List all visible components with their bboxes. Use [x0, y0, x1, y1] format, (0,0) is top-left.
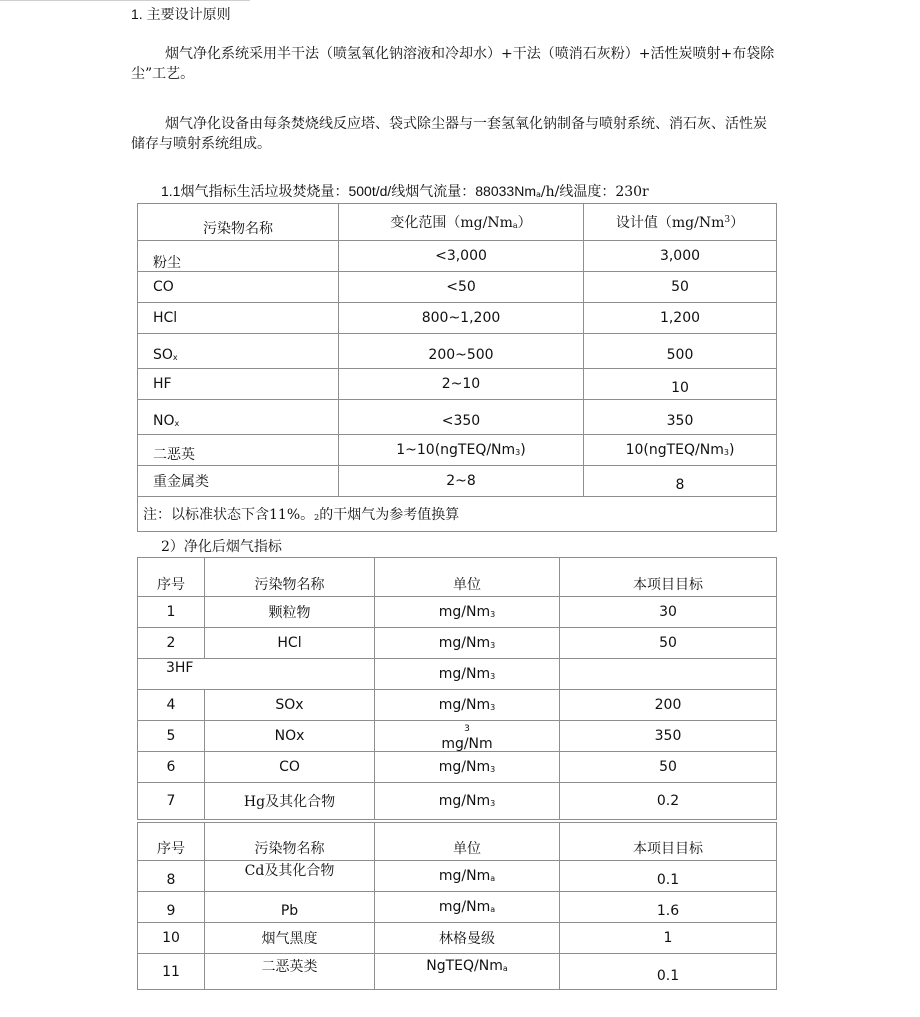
row-no: 6 — [138, 752, 205, 783]
table-row — [138, 721, 777, 752]
row-no: 11 — [138, 954, 205, 990]
pollutant-name: HCl — [138, 303, 339, 334]
header-pollutant-name: 污染物名称 — [138, 204, 339, 241]
table-row — [138, 954, 777, 990]
unit: mg/Nm3 — [375, 659, 560, 690]
table-header-row — [138, 823, 777, 861]
table1-caption: 1.1烟气指标生活垃圾焚烧量：500t/d/线烟气流量：88033Nma/h/线温度：230r — [161, 183, 649, 200]
unit: mg/Nma — [375, 861, 560, 892]
pollutant-name: 二恶英类 — [205, 954, 375, 990]
table-row — [138, 597, 777, 628]
row-no: 3HF — [138, 659, 375, 690]
table-row — [138, 690, 777, 721]
pollutant-name: SOx — [205, 690, 375, 721]
header-target: 本项目目标 — [560, 558, 777, 597]
row-no: 10 — [138, 923, 205, 954]
table-header-row — [138, 558, 777, 597]
target-value: 1.6 — [560, 892, 777, 923]
design-value: 3,000 — [584, 241, 777, 272]
unit: mg/Nma — [375, 892, 560, 923]
unit: mg/Nm3 — [375, 752, 560, 783]
pollutant-name: Cd及其化合物 — [205, 861, 375, 892]
unit: mg/Nm3 — [375, 690, 560, 721]
row-no: 4 — [138, 690, 205, 721]
range-value: 800~1,200 — [339, 303, 584, 334]
target-value: 1 — [560, 923, 777, 954]
table-row — [138, 435, 777, 466]
unit: mg/Nm3 — [375, 783, 560, 820]
target-value: 30 — [560, 597, 777, 628]
row-no: 9 — [138, 892, 205, 923]
pollutant-name: NOx — [205, 721, 375, 752]
table-row — [138, 752, 777, 783]
table-row — [138, 369, 777, 400]
table-note-row — [138, 497, 777, 532]
target-value: 0.1 — [560, 954, 777, 990]
table-row — [138, 628, 777, 659]
pollutant-name: 二恶英 — [138, 435, 339, 466]
design-value: 10 — [584, 369, 777, 400]
header-unit: 单位 — [375, 558, 560, 597]
flue-gas-index-table — [137, 203, 777, 532]
target-value: 0.1 — [560, 861, 777, 892]
header-unit: 单位 — [375, 823, 560, 861]
pollutant-name: 重金属类 — [138, 466, 339, 497]
header-design-value: 设计值（mg/Nm$^3$） — [584, 204, 777, 241]
design-value: 1,200 — [584, 303, 777, 334]
range-value: 200~500 — [339, 334, 584, 369]
pollutant-name: Hg及其化合物 — [205, 783, 375, 820]
range-value: 2~10 — [339, 369, 584, 400]
paragraph-equipment: 烟气净化设备由每条焚烧线反应塔、袋式除尘器与一套氢氧化钠制备与喷射系统、消石灰、活性炭储存与喷射系统组成。 — [131, 116, 767, 152]
range-value: 1~10(ngTEQ/Nm3) — [339, 435, 584, 466]
target-value: 200 — [560, 690, 777, 721]
pollutant-name: CO — [138, 272, 339, 303]
target-value: 50 — [560, 628, 777, 659]
unit: mg/Nm3 — [375, 597, 560, 628]
design-value: 500 — [584, 334, 777, 369]
pollutant-name: NOx — [138, 400, 339, 435]
pollutant-name: HCl — [205, 628, 375, 659]
pollutant-name: HF — [138, 369, 339, 400]
table-row — [138, 303, 777, 334]
section-heading: 1. 主要设计原则 — [131, 6, 231, 22]
pollutant-name: SOx — [138, 334, 339, 369]
range-value: 2~8 — [339, 466, 584, 497]
header-pollutant-name: 污染物名称 — [205, 823, 375, 861]
table-row — [138, 783, 777, 820]
table-row — [138, 659, 777, 690]
table-row — [138, 861, 777, 892]
design-value: 350 — [584, 400, 777, 435]
design-value: 50 — [584, 272, 777, 303]
design-value: 10(ngTEQ/Nm3) — [584, 435, 777, 466]
pollutant-name: 颗粒物 — [205, 597, 375, 628]
table-row — [138, 272, 777, 303]
header-no: 序号 — [138, 558, 205, 597]
range-value: <50 — [339, 272, 584, 303]
table-row — [138, 400, 777, 435]
row-no: 7 — [138, 783, 205, 820]
pollutant-name: 烟气黑度 — [205, 923, 375, 954]
table2-caption: 2）净化后烟气指标 — [161, 539, 282, 555]
paragraph-process: 烟气净化系统采用半干法（喷氢氧化钠溶液和冷却水）+干法（喷消石灰粉）+活性炭喷射+布袋除尘”工艺。 — [131, 46, 775, 82]
header-no: 序号 — [138, 823, 205, 861]
clean-gas-index-table — [137, 557, 777, 820]
target-value: 50 — [560, 752, 777, 783]
table-header-row — [138, 204, 777, 241]
unit: 3 mg/Nm — [375, 721, 560, 752]
unit: NgTEQ/Nma — [375, 954, 560, 990]
pollutant-name: CO — [205, 752, 375, 783]
table-row — [138, 334, 777, 369]
top-rule — [0, 0, 250, 1]
table-note: 注：以标准状态下含11%。2的干烟气为参考值换算 — [138, 497, 777, 532]
range-value: <350 — [339, 400, 584, 435]
target-value: 0.2 — [560, 783, 777, 820]
pollutant-name: Pb — [205, 892, 375, 923]
row-no: 2 — [138, 628, 205, 659]
row-no: 1 — [138, 597, 205, 628]
header-target: 本项目目标 — [560, 823, 777, 861]
clean-gas-index-table-continued — [137, 822, 777, 990]
row-no: 8 — [138, 861, 205, 892]
pollutant-name: 粉尘 — [138, 241, 339, 272]
table-row — [138, 892, 777, 923]
header-range: 变化范围（mg/Nma） — [339, 204, 584, 241]
target-value: 350 — [560, 721, 777, 752]
table-row — [138, 923, 777, 954]
target-value — [560, 659, 777, 690]
table-row — [138, 241, 777, 272]
header-pollutant-name: 污染物名称 — [205, 558, 375, 597]
row-no: 5 — [138, 721, 205, 752]
unit: 林格曼级 — [375, 923, 560, 954]
range-value: <3,000 — [339, 241, 584, 272]
design-value: 8 — [584, 466, 777, 497]
table-row — [138, 466, 777, 497]
unit: mg/Nm3 — [375, 628, 560, 659]
